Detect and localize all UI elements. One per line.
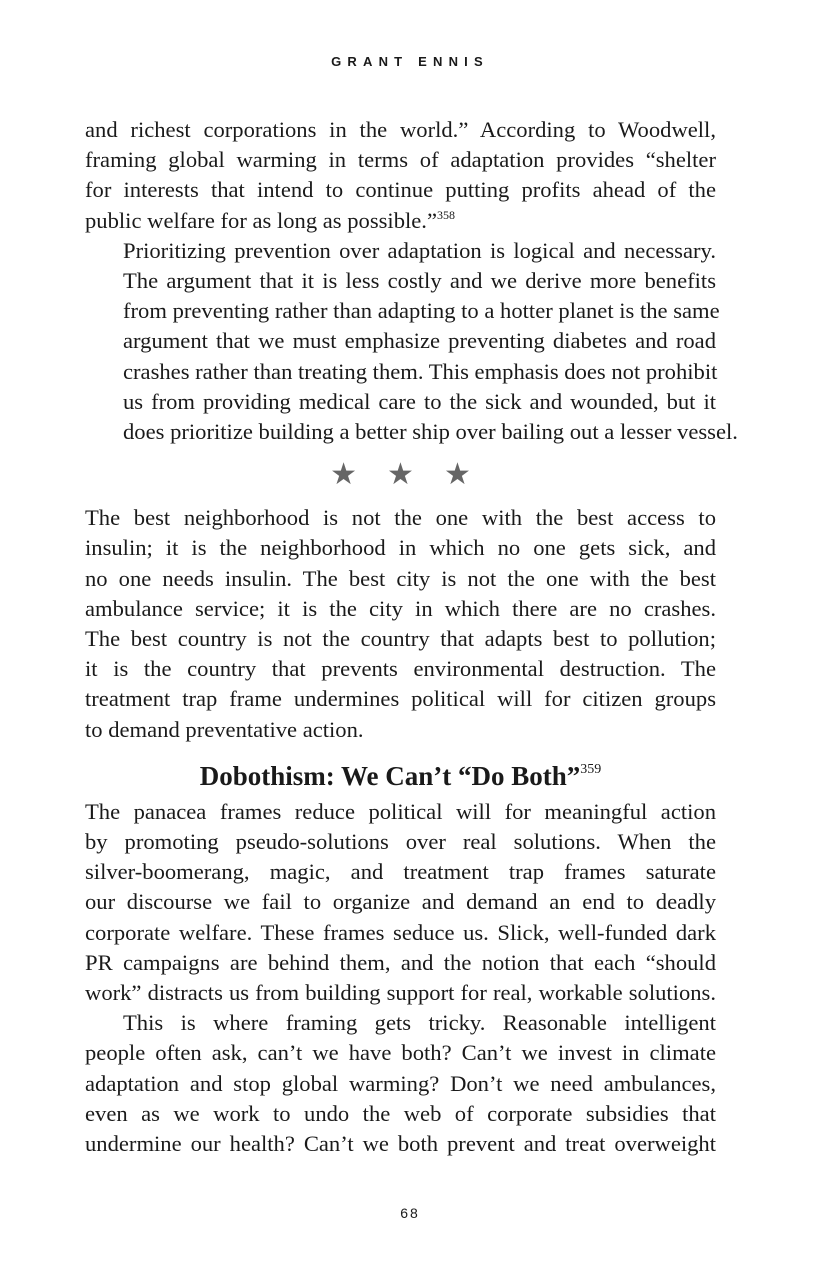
text-line: from preventing rather than adapting to a hotter planet is the same <box>123 298 720 324</box>
text-line: people often ask, can’t we have both? Can’t we invest in climate <box>85 1040 716 1066</box>
text-line: work” distracts us from building support for real, workable solutions. <box>85 980 716 1006</box>
running-head: GRANT ENNIS <box>331 54 489 69</box>
paragraph-1 <box>85 115 716 236</box>
text-line: framing global warming in terms of adaptation provides “shelter <box>85 147 716 173</box>
section-heading-title: Dobothism: We Can’t “Do Both” <box>199 760 581 791</box>
text-line: argument that we must emphasize preventing diabetes and road <box>123 328 716 354</box>
text-line: undermine our health? Can’t we both prevent and treat overweight <box>85 1131 716 1157</box>
text-line: us from providing medical care to the sick and wounded, but it <box>123 388 716 414</box>
text-line: for interests that intend to continue putting profits ahead of the <box>85 177 716 203</box>
text-line: This is where framing gets tricky. Reasonable intelligent <box>123 1010 716 1036</box>
text-line: silver-boomerang, magic, and treatment trap frames saturate <box>85 859 716 885</box>
section-break-stars <box>85 460 716 490</box>
footnote-ref[interactable]: 359 <box>580 761 602 777</box>
text-line: and richest corporations in the world.” According to Woodwell, <box>85 117 716 142</box>
text-line: to demand preventative action. <box>85 716 364 742</box>
text-line: our discourse we fail to organize and demand an end to deadly <box>85 889 716 915</box>
text-line: The panacea frames reduce political will for meaningful action <box>85 798 716 824</box>
footnote-ref[interactable]: 358 <box>436 207 455 222</box>
text-line-content: public welfare for as long as possible.” <box>85 207 437 233</box>
text-line: PR campaigns are behind them, and the notion that each “should <box>85 949 716 975</box>
text-line <box>85 206 716 236</box>
text-line: even as we work to undo the web of corporate subsidies that <box>85 1100 716 1126</box>
page-body <box>85 115 738 1159</box>
text-line: it is the country that prevents environmental destruction. The <box>85 656 716 682</box>
text-line: does prioritize building a better ship over bailing out a lesser vessel. <box>123 419 738 445</box>
text-line: The best country is not the country that adapts best to pollution; <box>85 626 716 652</box>
star-icon: ★★★ <box>330 458 501 492</box>
paragraph-5 <box>85 1008 716 1159</box>
paragraph-3 <box>85 503 716 745</box>
text-line: adaptation and stop global warming? Don’t we need ambulances, <box>85 1070 716 1096</box>
text-line: treatment trap frame undermines political will for citizen groups <box>85 686 716 712</box>
text-line: crashes rather than treating them. This emphasis does not prohibit <box>123 358 718 384</box>
text-line: Prioritizing prevention over adaptation is logical and necessary. <box>123 237 716 263</box>
paragraph-4 <box>85 797 716 1008</box>
text-line: ambulance service; it is the city in which there are no crashes. <box>85 595 716 621</box>
text-line: The argument that it is less costly and we derive more benefits <box>123 268 716 294</box>
section-heading <box>85 759 716 793</box>
text-line: no one needs insulin. The best city is not the one with the best <box>85 565 716 591</box>
text-line: The best neighborhood is not the one with the best access to <box>85 505 716 531</box>
page-number: 68 <box>400 1205 420 1221</box>
paragraph-2 <box>85 236 738 447</box>
text-line: corporate welfare. These frames seduce us. Slick, well-funded dark <box>85 919 716 945</box>
text-line: insulin; it is the neighborhood in which no one gets sick, and <box>85 535 716 561</box>
text-line: by promoting pseudo-solutions over real solutions. When the <box>85 829 716 855</box>
